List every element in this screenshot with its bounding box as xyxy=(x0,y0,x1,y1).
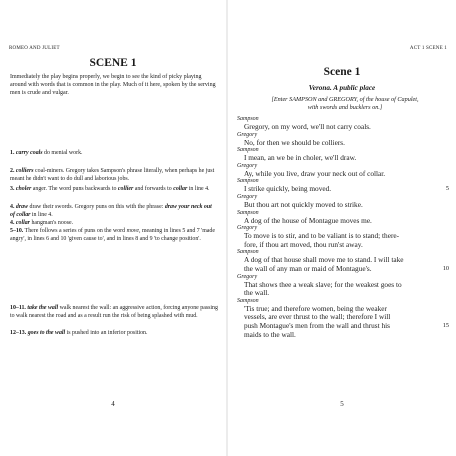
running-head-right: ACT 1 SCENE 1 xyxy=(409,46,447,51)
note-keyword: collier xyxy=(117,186,134,192)
note-number: 4. xyxy=(10,204,15,210)
note-number: 5–10. xyxy=(10,228,24,234)
note-text: do menial work. xyxy=(42,150,83,156)
speaker-name: Sampson xyxy=(237,116,259,122)
spoken-line: 'Tis true; and therefore women, being the weaker xyxy=(244,303,387,313)
note-6 xyxy=(10,228,218,243)
speaker-name: Gregory xyxy=(237,225,258,232)
spoken-line xyxy=(237,263,449,274)
note-8 xyxy=(10,330,218,338)
notes-scene-title: SCENE 1 xyxy=(89,57,137,69)
spoken-line: That shows thee a weak slave; for the weakest goes to xyxy=(244,279,402,289)
spoken-line: To move is to stir, and to be valiant is to stand; there- xyxy=(244,231,400,241)
note-7 xyxy=(10,305,218,320)
left-page xyxy=(0,0,226,456)
note-lemma: collar xyxy=(15,220,30,226)
line-text: I strike quickly, being moved. xyxy=(244,184,332,194)
spoken-line: vessels, are ever thrust to the wall; therefore I will xyxy=(244,312,391,322)
spoken-line: Ay, while you live, draw your neck out of collar. xyxy=(244,168,386,178)
note-1 xyxy=(10,150,218,158)
note-text: in line 4. xyxy=(187,186,210,192)
note-lemma: goes to the wall xyxy=(27,330,66,336)
note-keyword: collar xyxy=(173,186,188,192)
speaker-name: Sampson xyxy=(237,297,259,304)
note-emphasis: move xyxy=(126,228,139,234)
note-text: coal-miners. Gregory takes Sampson's phrase literally, when perhaps he just meant he didn't want to do dull and laborious jobs. xyxy=(10,168,215,182)
note-4 xyxy=(10,204,218,219)
note-lemma: carry coals xyxy=(15,150,43,156)
note-lemma: choler xyxy=(15,186,32,192)
note-text: hangman's noose. xyxy=(29,220,74,226)
note-number: 3. xyxy=(10,186,15,192)
note-number: 1. xyxy=(10,150,15,156)
line-text: the wall of any man or maid of Montague's. xyxy=(244,263,372,273)
note-text: walk nearest the wall: an aggressive action, forcing anyone passing to walk nearest the road and as a result run the risk of being splashed with mud. xyxy=(10,305,218,319)
note-3 xyxy=(10,186,218,194)
stage-direction-line: with swords and bucklers on.] xyxy=(307,103,383,111)
note-text: draw their swords. Gregory puns on this with the phrase: xyxy=(28,204,165,210)
note-text: is pushed into an inferior position. xyxy=(65,330,148,336)
note-keyword: draw your neck out of collar xyxy=(10,204,212,218)
note-text: in line 4. xyxy=(30,211,53,218)
right-page xyxy=(228,0,456,456)
spoken-line: No, for then we should be colliers. xyxy=(244,137,345,147)
page-number-left: 4 xyxy=(111,400,115,408)
spoken-line: fore, if thou art moved, thou run'st away. xyxy=(244,239,363,249)
stage-direction xyxy=(262,96,428,112)
spoken-line: A dog of the house of Montague moves me. xyxy=(244,215,372,225)
note-2 xyxy=(10,168,218,183)
note-text: , meaning in lines 5 and 7 'made angry', in lines 6 and 10 'given cause to', and in lines 8 and 9 'to change position'. xyxy=(10,228,215,242)
spoken-line: A dog of that house shall move me to stand. I will take xyxy=(244,255,404,265)
spoken-line: Gregory, on my word, we'll not carry coals. xyxy=(244,122,371,131)
stage-direction-line: [Enter SAMPSON and GREGORY, of the house of Capulet, xyxy=(271,96,419,103)
line-number: 15 xyxy=(442,321,449,329)
note-number: 4. xyxy=(10,220,15,226)
speaker-name: Sampson xyxy=(237,249,259,256)
note-lemma: colliers xyxy=(15,168,34,174)
note-number: 12–13. xyxy=(10,330,27,336)
speaker-name: Sampson xyxy=(237,178,259,185)
note-lemma: take the wall xyxy=(27,305,59,311)
spoken-line: I mean, an we be in choler, we'll draw. xyxy=(244,153,357,163)
note-number: 2. xyxy=(10,168,15,174)
note-5 xyxy=(10,220,218,228)
line-number: 5 xyxy=(445,185,449,193)
note-text: anger. The word puns backwards to xyxy=(31,186,118,192)
intro-paragraph: Immediately the play begins properly, we begin to see the kind of picky playing around with words that is common in the play. Much of it here, spoken by the serving men is crude and vulgar. xyxy=(10,74,216,96)
note-text: and forwards to xyxy=(133,186,174,192)
speaker-name: Sampson xyxy=(237,209,259,216)
spoken-line: maids to the wall. xyxy=(244,329,296,339)
scene-location: Verona. A public place xyxy=(308,84,376,92)
speaker-name: Sampson xyxy=(237,147,259,154)
running-head-left: ROMEO AND JULIET xyxy=(9,46,60,51)
scene-title: Scene 1 xyxy=(323,66,361,78)
spoken-line: the wall. xyxy=(244,288,270,298)
spoken-line xyxy=(237,184,449,194)
note-text: There follows a series of puns on the word xyxy=(23,228,127,234)
speaker-name: Gregory xyxy=(237,273,258,280)
line-number: 10 xyxy=(442,264,449,272)
spoken-line: But thou art not quickly moved to strike. xyxy=(244,199,363,209)
speaker-name: Gregory xyxy=(237,193,258,200)
note-number: 10–11. xyxy=(10,305,26,311)
dialogue xyxy=(237,116,449,339)
note-lemma: draw xyxy=(15,204,29,210)
speaker-name: Gregory xyxy=(237,131,258,138)
page-number-right: 5 xyxy=(340,400,344,408)
speaker-name: Gregory xyxy=(237,162,258,169)
line-text: push Montague's men from the wall and thrust his xyxy=(244,320,391,330)
